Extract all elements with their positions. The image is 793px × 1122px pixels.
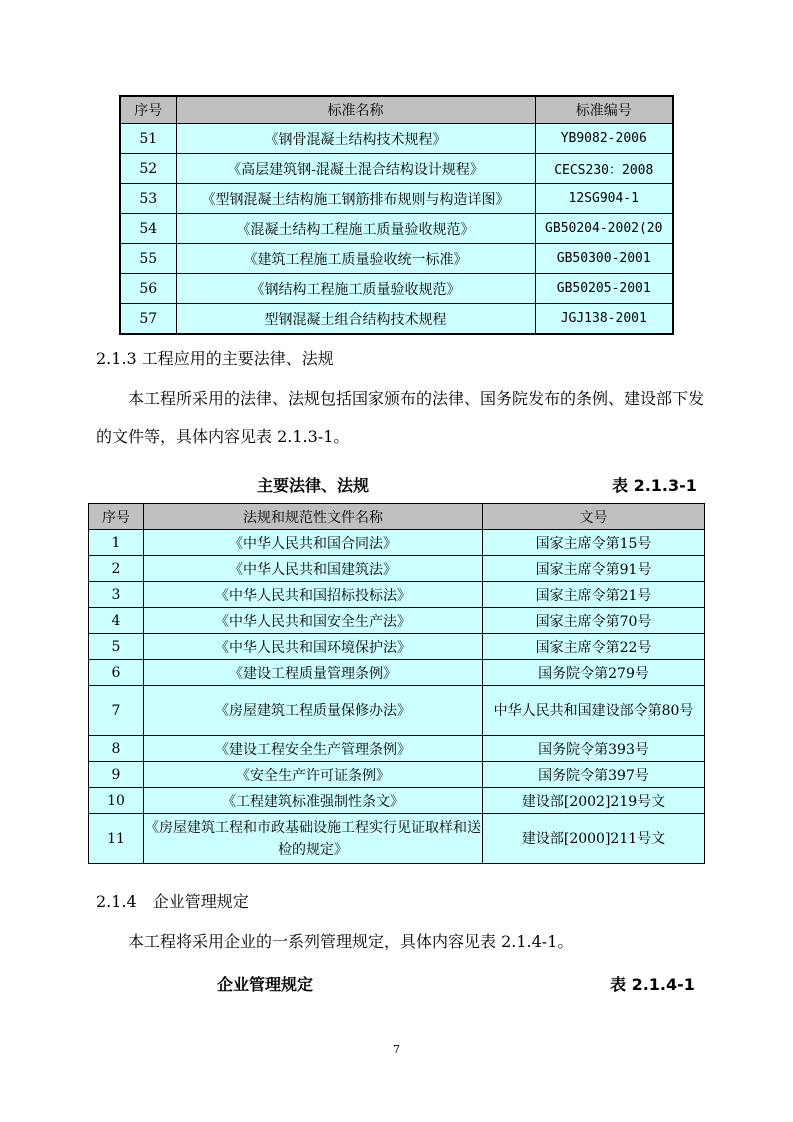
table-header-row xyxy=(89,504,705,530)
law-name: 《建设工程安全生产管理条例》 xyxy=(144,736,483,762)
table-row xyxy=(120,124,673,154)
table-caption-number: 表 2.1.3-1 xyxy=(612,476,697,495)
table-row xyxy=(89,530,705,556)
document-number: 国务院令第397号 xyxy=(483,762,705,788)
standards-table xyxy=(119,95,674,335)
law-name: 《建设工程质量管理条例》 xyxy=(144,660,483,686)
row-number: 55 xyxy=(120,244,176,274)
standard-code: CECS230：2008 xyxy=(535,154,673,184)
table-row xyxy=(89,634,705,660)
section-paragraph-2-1-3: 本工程所采用的法律、法规包括国家颁布的法律、国务院发布的条例、建设部下发的文件等，具体内容见表 2.1.3-1。 xyxy=(96,389,705,446)
row-number: 8 xyxy=(89,736,144,762)
standard-name: 《高层建筑钢-混凝土混合结构设计规程》 xyxy=(176,154,535,184)
table-row xyxy=(89,608,705,634)
row-number: 11 xyxy=(89,814,144,864)
row-number: 51 xyxy=(120,124,176,154)
standard-code: GB50204-2002(20 xyxy=(535,214,673,244)
table-row xyxy=(89,736,705,762)
row-number: 10 xyxy=(89,788,144,814)
page-number: 7 xyxy=(393,1043,400,1056)
table-row xyxy=(89,660,705,686)
document-number: 国家主席令第15号 xyxy=(483,530,705,556)
standard-code: GB50300-2001 xyxy=(535,244,673,274)
column-header: 标准名称 xyxy=(176,96,535,124)
row-number: 56 xyxy=(120,274,176,304)
law-name: 《中华人民共和国建筑法》 xyxy=(144,556,483,582)
row-number: 4 xyxy=(89,608,144,634)
law-name: 《工程建筑标准强制性条文》 xyxy=(144,788,483,814)
table-row xyxy=(89,788,705,814)
column-header: 标准编号 xyxy=(535,96,673,124)
row-number: 57 xyxy=(120,304,176,335)
law-name: 《房屋建筑工程和市政基础设施工程实行见证取样和送检的规定》 xyxy=(144,814,483,864)
table-row xyxy=(120,214,673,244)
table-row xyxy=(89,556,705,582)
standard-name: 型钢混凝土组合结构技术规程 xyxy=(176,304,535,335)
standard-code: GB50205-2001 xyxy=(535,274,673,304)
document-number: 国家主席令第21号 xyxy=(483,582,705,608)
standard-name: 《钢骨混凝土结构技术规程》 xyxy=(176,124,535,154)
standard-name: 《混凝土结构工程施工质量验收规范》 xyxy=(176,214,535,244)
column-header: 法规和规范性文件名称 xyxy=(144,504,483,530)
table-row xyxy=(89,686,705,736)
table-caption-number: 表 2.1.4-1 xyxy=(610,975,695,994)
law-name: 《中华人民共和国安全生产法》 xyxy=(144,608,483,634)
row-number: 2 xyxy=(89,556,144,582)
table-caption-title: 企业管理规定 xyxy=(217,975,314,994)
row-number: 52 xyxy=(120,154,176,184)
table-header-row xyxy=(120,96,673,124)
standard-code: JGJ138-2001 xyxy=(535,304,673,335)
law-name: 《中华人民共和国环境保护法》 xyxy=(144,634,483,660)
standard-code: YB9082-2006 xyxy=(535,124,673,154)
table-row xyxy=(120,184,673,214)
table-row xyxy=(120,274,673,304)
document-number: 国家主席令第70号 xyxy=(483,608,705,634)
standard-name: 《型钢混凝土结构施工钢筋排布规则与构造详图》 xyxy=(176,184,535,214)
row-number: 3 xyxy=(89,582,144,608)
row-number: 54 xyxy=(120,214,176,244)
document-number: 国家主席令第91号 xyxy=(483,556,705,582)
row-number: 9 xyxy=(89,762,144,788)
table-row xyxy=(89,762,705,788)
laws-table xyxy=(88,503,705,864)
column-header: 序号 xyxy=(120,96,176,124)
table-row xyxy=(89,814,705,864)
standard-name: 《建筑工程施工质量验收统一标准》 xyxy=(176,244,535,274)
document-number: 中华人民共和国建设部令第80号 xyxy=(483,686,705,736)
column-header: 序号 xyxy=(89,504,144,530)
table-row xyxy=(120,304,673,335)
law-name: 《房屋建筑工程质量保修办法》 xyxy=(144,686,483,736)
row-number: 53 xyxy=(120,184,176,214)
standard-code: 12SG904-1 xyxy=(535,184,673,214)
section-paragraph-2-1-4: 本工程将采用企业的一系列管理规定，具体内容见表 2.1.4-1。 xyxy=(128,932,574,951)
law-name: 《安全生产许可证条例》 xyxy=(144,762,483,788)
column-header: 文号 xyxy=(483,504,705,530)
law-name: 《中华人民共和国招标投标法》 xyxy=(144,582,483,608)
section-heading-2-1-3: 2.1.3 工程应用的主要法律、法规 xyxy=(96,349,334,368)
section-heading-2-1-4: 2.1.4 企业管理规定 xyxy=(96,892,249,911)
table-row xyxy=(120,244,673,274)
law-name: 《中华人民共和国合同法》 xyxy=(144,530,483,556)
row-number: 6 xyxy=(89,660,144,686)
row-number: 5 xyxy=(89,634,144,660)
row-number: 7 xyxy=(89,686,144,736)
document-number: 国务院令第279号 xyxy=(483,660,705,686)
table-caption-title: 主要法律、法规 xyxy=(257,476,370,495)
row-number: 1 xyxy=(89,530,144,556)
table-row xyxy=(120,154,673,184)
document-number: 国家主席令第22号 xyxy=(483,634,705,660)
document-number: 建设部[2002]219号文 xyxy=(483,788,705,814)
document-number: 建设部[2000]211号文 xyxy=(483,814,705,864)
document-number: 国务院令第393号 xyxy=(483,736,705,762)
standard-name: 《钢结构工程施工质量验收规范》 xyxy=(176,274,535,304)
table-row xyxy=(89,582,705,608)
